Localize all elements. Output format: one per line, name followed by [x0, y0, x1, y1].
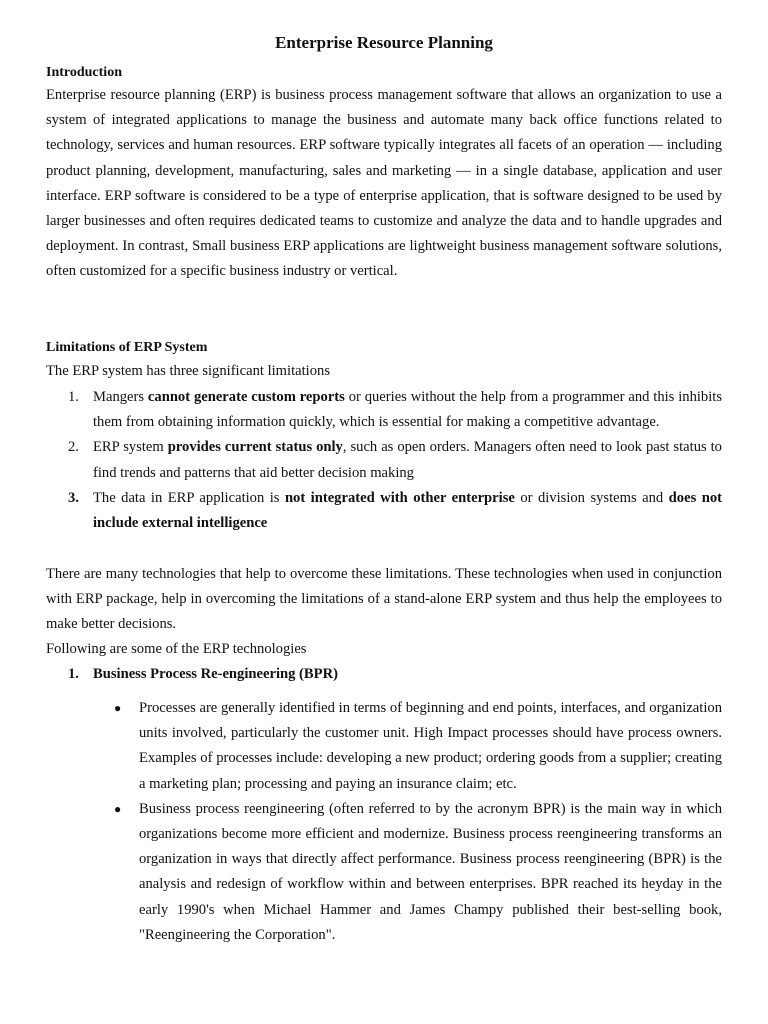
technologies-lead: Following are some of the ERP technologies: [46, 641, 307, 657]
intro-heading: Introduction: [46, 65, 122, 80]
list-item: [46, 486, 722, 536]
list-text-pre: Mangers: [93, 389, 148, 405]
bullet-item: [46, 696, 722, 797]
limitations-list: [46, 385, 722, 536]
technologies-list: [46, 662, 722, 687]
bullet-text: Business process reengineering (often referred to by the acronym BPR) is the main way in which organizations become more efficient and modernize. Business process reengineering transforms an organization in ways that directly affect performance. Business process reengineering (BPR) is the analysis and redesign of workflow within and between enterprises. BPR reached its heyday in the early 1990's when Michael Hammer and James Champy published their best-selling book, "Reengineering the Corporation".: [139, 800, 722, 943]
list-text-bold-2: does not include external intelligence: [93, 489, 722, 532]
list-number: 2.: [68, 439, 79, 456]
list-text-bold: provides current status only: [167, 439, 343, 456]
list-text-post: or queries without the help from a programmer and this inhibits them from obtaining information quickly, which is essential for making a competitive advantage.: [93, 389, 722, 431]
list-text-pre: ERP system: [93, 439, 168, 456]
technology-title: Business Process Re-engineering (BPR): [93, 666, 338, 682]
list-item: [46, 662, 722, 687]
bullet-icon: ●: [114, 801, 122, 816]
list-text-post: , such as open orders. Managers often need to look past status to find trends and patterns that aid better decision making: [93, 439, 722, 481]
limitations-after: There are many technologies that help to overcome these limitations. These technologies when used in conjunction with ERP package, help in overcoming the limitations of a stand-alone ERP system and thus help the employees to make better decisions.: [46, 566, 722, 633]
list-item: [46, 385, 722, 435]
list-item: [46, 435, 722, 485]
bullet-icon: ●: [114, 701, 122, 715]
list-number: 1.: [68, 389, 79, 405]
limitations-lead: The ERP system has three significant limitations: [46, 363, 330, 379]
limitations-heading: Limitations of ERP System: [46, 340, 208, 355]
bpr-bullet-list: [46, 696, 722, 948]
bullet-item: [46, 797, 722, 948]
list-text-mid: or division systems and: [514, 489, 669, 506]
list-text-bold: cannot generate custom reports: [147, 389, 345, 405]
list-text-pre: The data in ERP application is: [93, 489, 285, 506]
list-number: 1.: [68, 666, 79, 682]
intro-paragraph: Enterprise resource planning (ERP) is business process management software that allows an organization to use a system of integrated applications to manage the business and automate many back office functions related to technology, services and human resources. ERP software typically integrates all facets of an operation — including product planning, development, manufacturing, sales and marketing — in a single database, application and user interface. ERP software is considered to be a type of enterprise application, that is software designed to be used by larger businesses and often requires dedicated teams to customize and analyze the data and to handle upgrades and deployment. In contrast, Small business ERP applications are lightweight business management software solutions, often customized for a specific business industry or vertical.: [46, 87, 722, 280]
bullet-text: Processes are generally identified in terms of beginning and end points, interfaces, and organization units involved, particularly the customer unit. High Impact processes should have process owners. Examples of processes include: developing a new product; ordering goods from a supplier; creating a marketing plan; processing and paying an insurance claim; etc.: [139, 700, 722, 792]
list-text-bold: not integrated with other enterprise: [284, 489, 515, 506]
list-number: 3.: [68, 489, 79, 506]
document-title: Enterprise Resource Planning: [275, 33, 493, 52]
